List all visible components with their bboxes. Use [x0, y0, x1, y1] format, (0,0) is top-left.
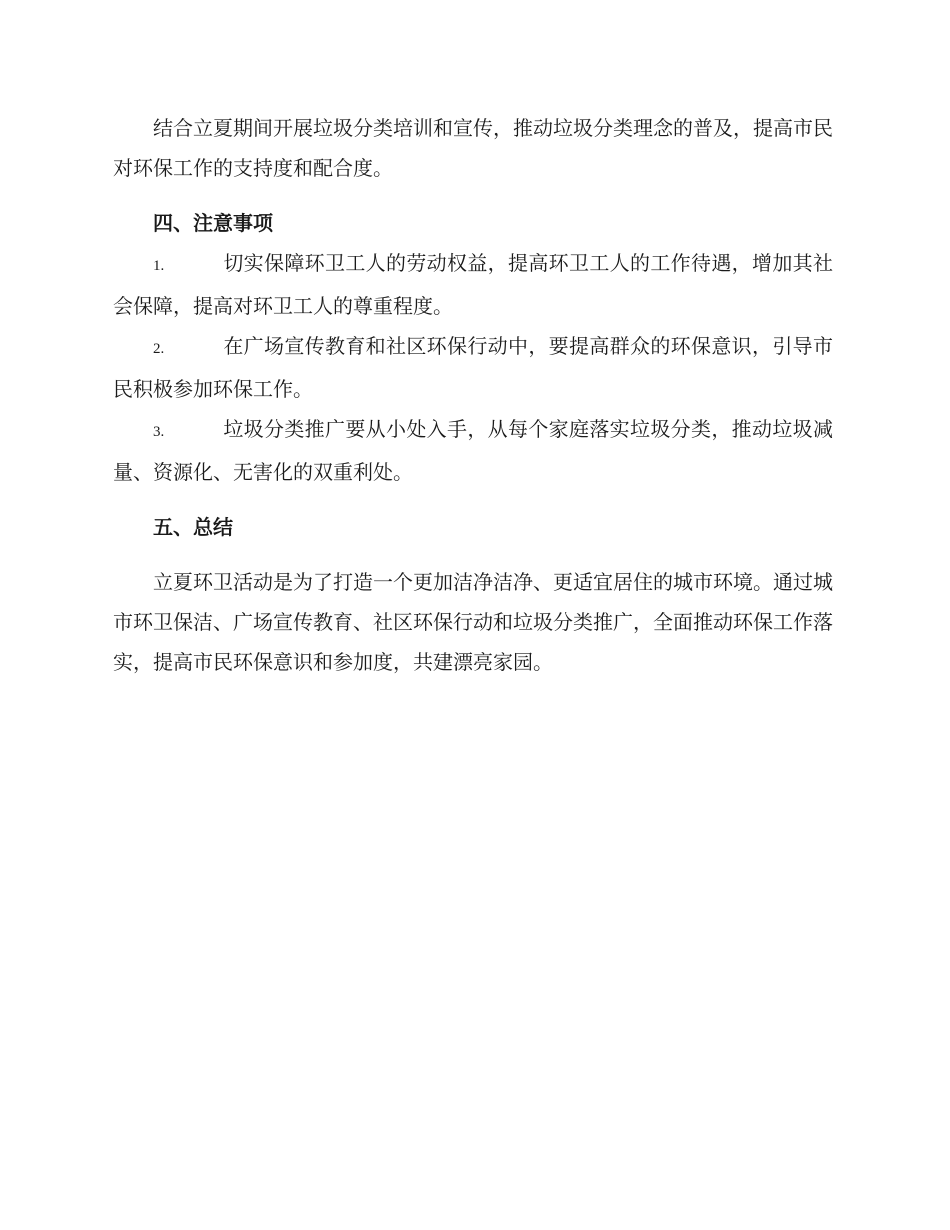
- summary-paragraph: 立夏环卫活动是为了打造一个更加洁净洁净、更适宜居住的城市环境。通过城市环卫保洁、广场宣传教育、社区环保行动和垃圾分类推广，全面推动环保工作落实，提高市民环保意识和参加度，共建漂亮家园。: [113, 570, 833, 674]
- document-page: [113, 108, 833, 682]
- list-item: [113, 409, 833, 492]
- list-item-text: 切实保障环卫工人的劳动权益，提高环卫工人的工作待遇，增加其社会保障，提高对环卫工人的尊重程度。: [113, 251, 833, 318]
- section-heading-summary: 五、总结: [153, 515, 233, 539]
- list-item-number: 2.: [153, 341, 165, 357]
- intro-paragraph: 结合立夏期间开展垃圾分类培训和宣传，推动垃圾分类理念的普及，提高市民对环保工作的支持度和配合度。: [113, 116, 833, 180]
- list-item: [113, 243, 833, 326]
- list-item: [113, 326, 833, 409]
- list-item-text: 在广场宣传教育和社区环保行动中，要提高群众的环保意识，引导市民积极参加环保工作。: [113, 334, 833, 401]
- section-heading-notes: 四、注意事项: [153, 211, 273, 235]
- list-item-text: 垃圾分类推广要从小处入手，从每个家庭落实垃圾分类，推动垃圾减量、资源化、无害化的双重利处。: [113, 417, 833, 484]
- list-item-number: 3.: [153, 424, 165, 440]
- list-item-number: 1.: [153, 258, 165, 274]
